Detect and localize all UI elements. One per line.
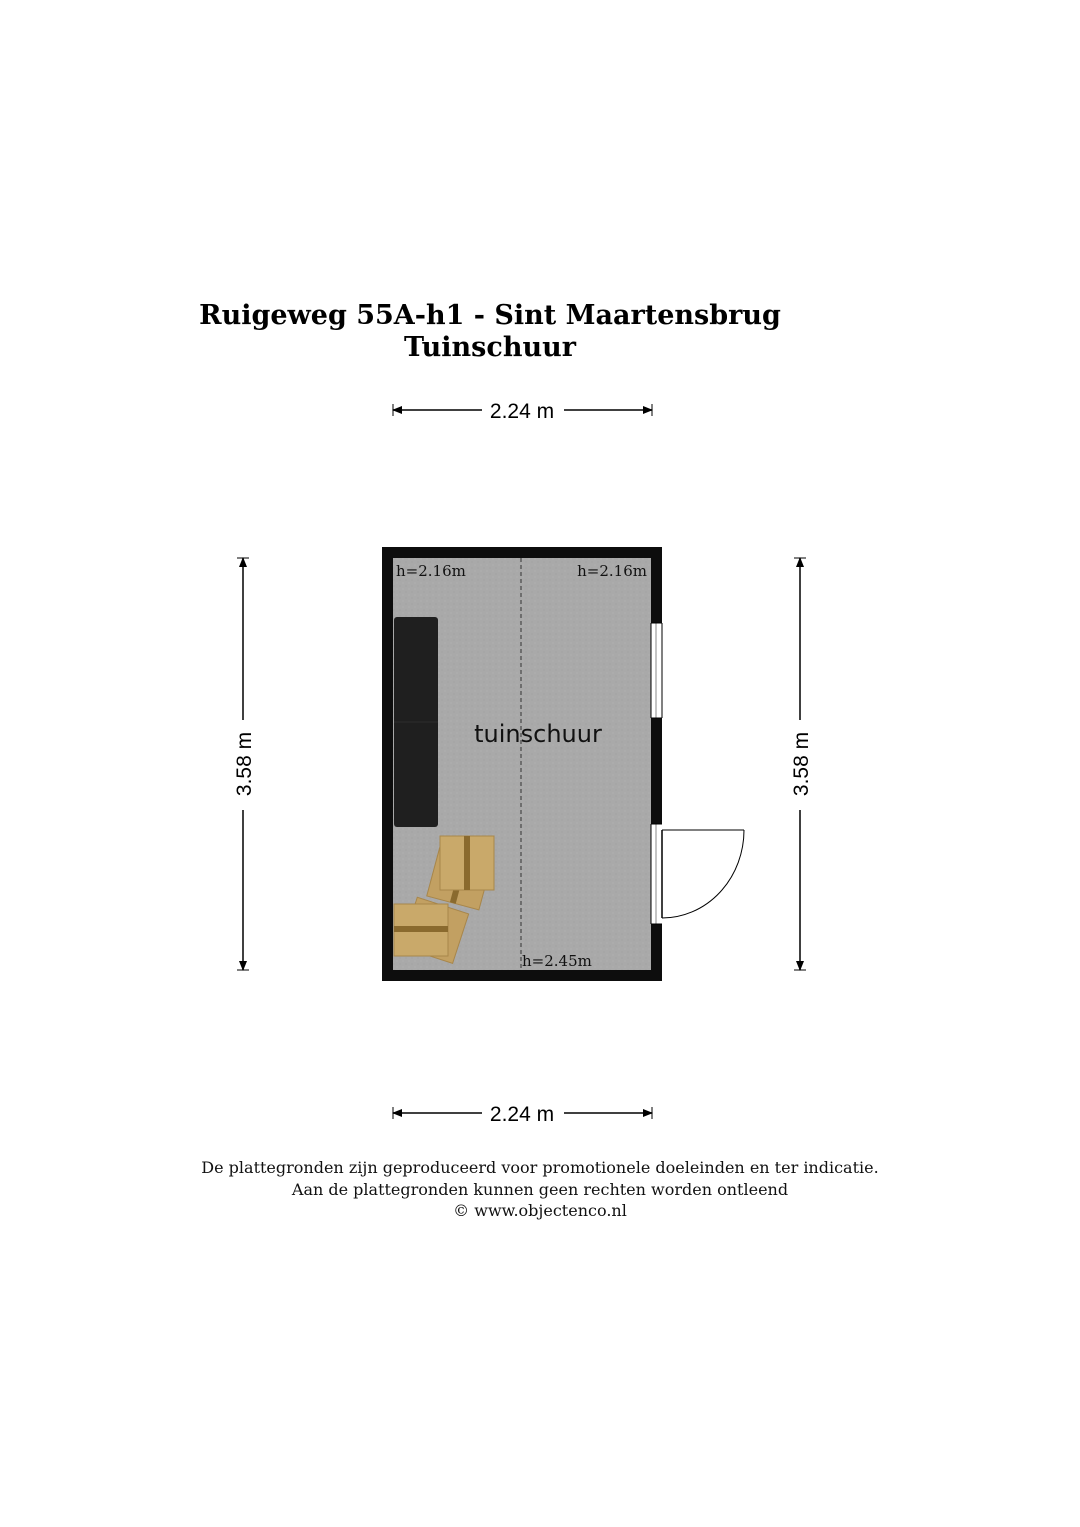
right-height-label: 3.58 m	[790, 731, 813, 797]
left-height-label: 3.58 m	[233, 731, 256, 797]
ceiling-height-top-right: h=2.16m	[577, 562, 647, 580]
bottom-width-dimension	[393, 1103, 652, 1126]
door-swing-arc	[662, 830, 744, 918]
copyright-line: © www.objectenco.nl	[453, 1201, 627, 1220]
room-name: tuinschuur	[474, 720, 602, 748]
door	[651, 824, 744, 924]
top-width-label: 2.24 m	[489, 400, 555, 423]
plan-title: Ruigeweg 55A-h1 - Sint Maartensbrug	[199, 300, 781, 331]
ceiling-height-top-left: h=2.16m	[396, 562, 466, 580]
disclaimer-line-2: Aan de plattegronden kunnen geen rechten worden ontleend	[291, 1180, 789, 1199]
left-height-dimension	[233, 558, 256, 970]
top-width-dimension	[393, 400, 652, 423]
ceiling-height-bottom: h=2.45m	[522, 952, 592, 970]
plan-subtitle: Tuinschuur	[404, 332, 576, 363]
disclaimer-line-1: De plattegronden zijn geproduceerd voor promotionele doeleinden en ter indicatie.	[201, 1158, 879, 1177]
bottom-width-label: 2.24 m	[489, 1103, 555, 1126]
window	[651, 623, 662, 718]
right-height-dimension	[790, 558, 813, 970]
